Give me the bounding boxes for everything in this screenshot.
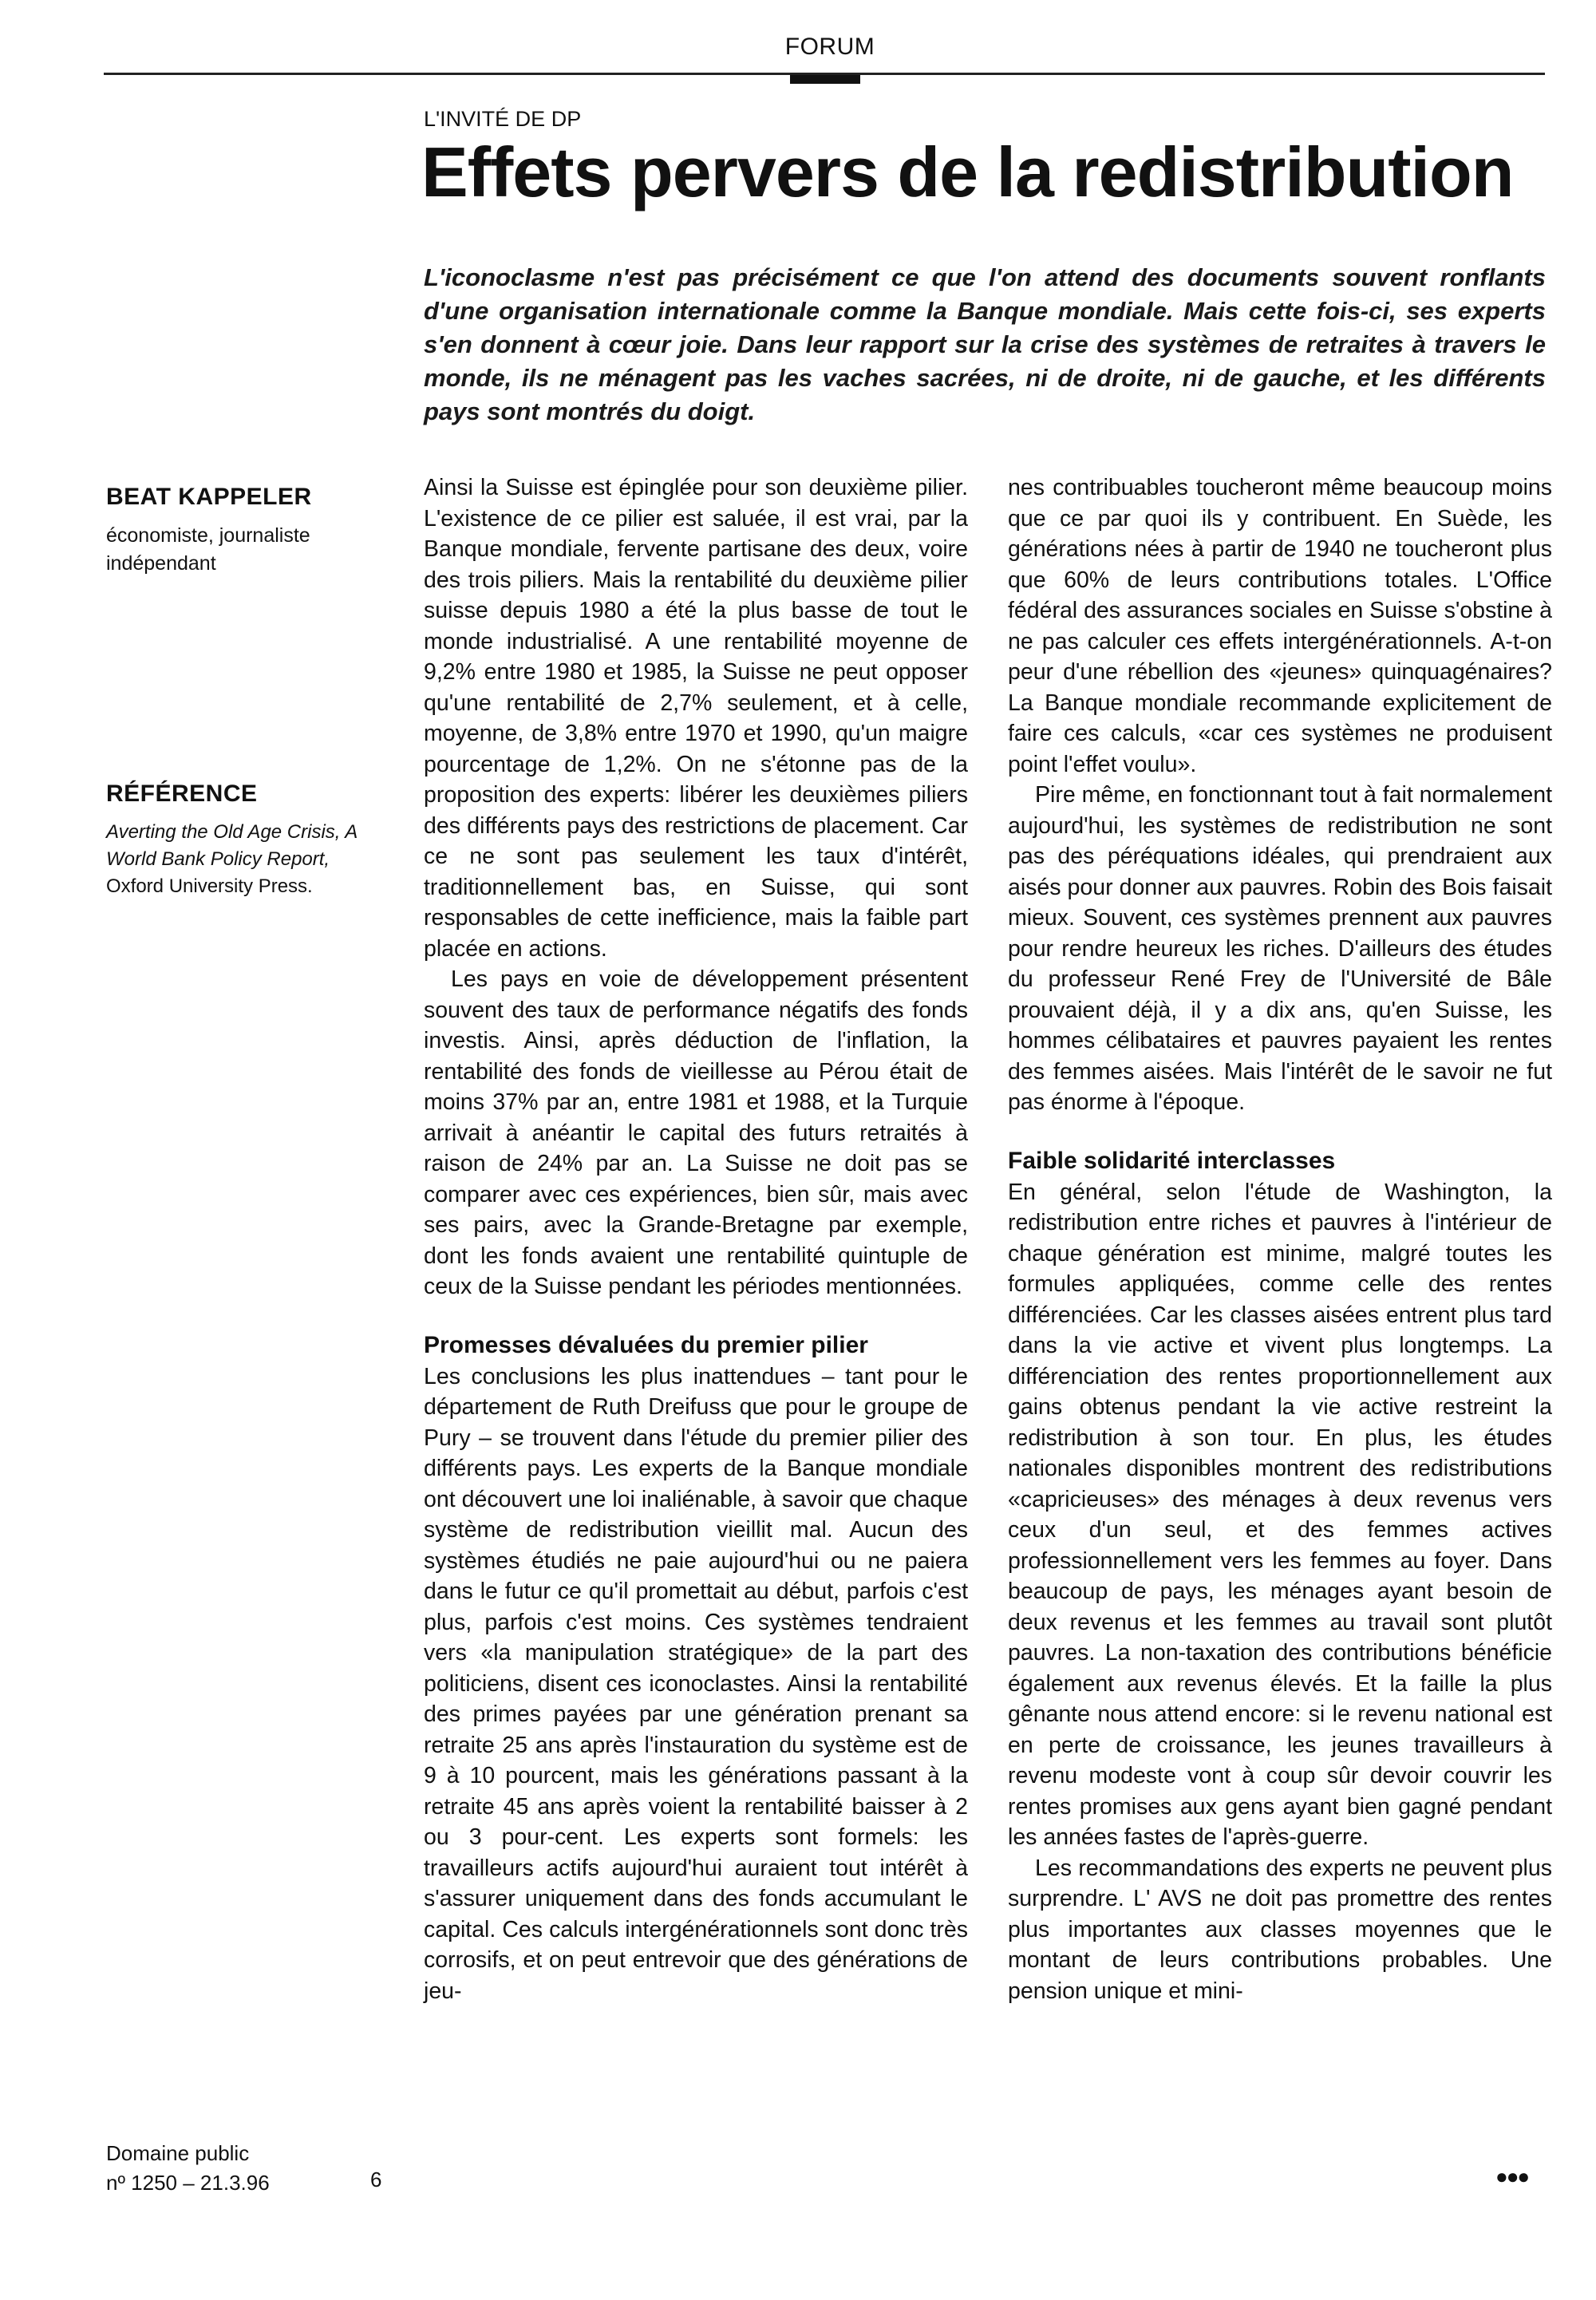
article-title: Effets pervers de la redistribution	[421, 132, 1514, 211]
issue-number: nº 1250 – 21.3.96	[106, 2171, 270, 2195]
paragraph: nes contribuables toucheront même beaucoup moins que ce par quoi ils y contribuent. En Suède, les générations nées à partir de 1940 ne toucheront plus que 60% de leurs contributions totales. L'Office fédéral des assurances sociales en Suisse s'obstine à ne pas calculer ces effets intergénérationnels. A-t-on peur d'une rébellion des «jeunes» quinquagénaires? La Banque mondiale recommande explicitement de faire ces calculs, «car ces systèmes ne produisent point l'effet voulu».	[1008, 475, 1552, 777]
article-column-1	[424, 472, 968, 2006]
reference-box	[106, 780, 377, 900]
page-number: 6	[370, 2168, 382, 2191]
article-lede: L'iconoclasme n'est pas précisément ce que l'on attend des documents souvent ronflants d'une organisation internationale comme la Banque mondiale. Mais cette fois-ci, ses experts s'en donnent à cœur joie. Dans leur rapport sur la crise des systèmes de retraites à travers le monde, ils ne ménagent pas les vaches sacrées, ni de droite, ni de gauche, et les différents pays sont montrés du doigt.	[424, 263, 1546, 425]
publication-name: Domaine public	[106, 2141, 250, 2165]
author-box	[106, 484, 377, 578]
section-marker-bar	[790, 75, 860, 84]
author-name: BEAT KAPPELER	[106, 484, 312, 510]
section-label: FORUM	[784, 34, 875, 60]
reference-title: Averting the Old Age Crisis, A World Bank Policy Report,	[106, 821, 358, 870]
reference-publisher: Oxford University Press.	[106, 875, 313, 897]
author-bio: économiste, journaliste indépendant	[106, 524, 310, 575]
continued-marker: ●●●	[1495, 2164, 1529, 2188]
paragraph: Les pays en voie de développement présentent souvent des taux de performance négatifs des fonds investis. Ainsi, après déduction de l'inflation, la rentabilité des fonds de vieillesse au Pérou était de moins 37% par an, entre 1981 et 1988, et la Turquie arrivait à anéantir le capital des futurs retraités à raison de 24% par an. La Suisse ne doit pas se comparer avec ces expériences, bien sûr, mais avec ses pairs, avec la Grande-Bretagne par exemple, dont les fonds avaient une rentabilité quintuple de ceux de la Suisse pendant les périodes mentionnées.	[424, 966, 968, 1299]
subheading: Promesses dévaluées du premier pilier	[424, 1331, 868, 1358]
reference-label: RÉFÉRENCE	[106, 780, 258, 807]
article-kicker: L'INVITÉ DE DP	[424, 107, 582, 131]
paragraph: Les recommandations des experts ne peuvent plus surprendre. L' AVS ne doit pas promettre des rentes plus importantes aux classes moyennes que le montant de leurs contributions probables. Une pension unique et mini-	[1008, 1855, 1552, 2004]
paragraph: Pire même, en fonctionnant tout à fait normalement aujourd'hui, les systèmes de redistribution ne sont pas des péréquations idéales, qui prendraient aux aisés pour donner aux pauvres. Robin des Bois faisait mieux. Souvent, ces systèmes prennent aux pauvres pour rendre heureux les riches. D'ailleurs des études du professeur René Frey de l'Université de Bâle prouvaient déjà, il y a dix ans, qu'en Suisse, les hommes célibataires et pauvres payaient les rentes des femmes aisées. Mais l'intérêt de le savoir ne fut pas énorme à l'époque.	[1008, 782, 1552, 1115]
paragraph: En général, selon l'étude de Washington, la redistribution entre riches et pauvres à l'intérieur de chaque génération est minime, malgré toutes les formules appliquées, comme celle des rentes différenciées. Car les classes aisées entrent plus tard dans la vie active et vivent plus longtemps. La différenciation des rentes proportionnellement aux gains obtenus pendant la vie active restreint la redistribution à son tour. En plus, les études nationales disponibles montrent des redistributions «capricieuses» des ménages à deux revenus vers ceux d'un seul, et des femmes actives professionnellement vers les femmes au foyer. Dans beaucoup de pays, les ménages ayant besoin de deux revenus et les femmes au travail sont plutôt pauvres. La non-taxation des contributions bénéficie également aux revenus élevés. Et la faille la plus gênante nous attend encore: si le revenu national est en perte de croissance, les jeunes travailleurs à revenu modeste vont à coup sûr devoir couvrir les rentes promises aux gens ayant bien gagné pendant les années fastes de l'après-guerre.	[1008, 1179, 1552, 1850]
footer-publication-info	[106, 2139, 270, 2198]
paragraph: Ainsi la Suisse est épinglée pour son deuxième pilier. L'existence de ce pilier est saluée, il est vrai, par la Banque mondiale, fervente partisane des deux, voire des trois piliers. Mais la rentabilité du deuxième pilier suisse depuis 1980 a été la plus basse de tout le monde industrialisé. A une rentabilité moyenne de 9,2% entre 1980 et 1985, la Suisse ne peut opposer qu'une rentabilité de 2,7% seulement, et à celle, moyenne, de 3,8% entre 1970 et 1990, qu'un maigre pourcentage de 1,2%. On ne s'étonne pas de la proposition des experts: libérer les deuxièmes piliers des différents pays des restrictions de placement. Car ce ne sont pas seulement les taux d'intérêt, traditionnellement bas, en Suisse, qui sont responsables de cette inefficience, mais la faible part placée en actions.	[424, 475, 968, 962]
paragraph: Les conclusions les plus inattendues – tant pour le département de Ruth Dreifuss que pour le groupe de Pury – se trouvent dans l'étude du premier pilier des différents pays. Les experts de la Banque mondiale ont découvert une loi inaliénable, à savoir que chaque système de redistribution vieillit mal. Aucun des systèmes étudiés ne paie aujourd'hui ou ne paiera dans le futur ce qu'il promettait au début, parfois c'est plus, parfois c'est moins. Ces systèmes tendraient vers «la manipulation stratégique» de la part des politiciens, disent ces iconoclastes. Ainsi la rentabilité des primes payées par une génération prenant sa retraite 25 ans après l'instauration du système est de 9 à 10 pourcent, mais les générations passant à la retraite 45 ans après voient la rentabilité baisser à 2 ou 3 pour-cent. Les experts sont formels: les travailleurs actifs aujourd'hui auraient tout intérêt à s'assurer uniquement dans des fonds accumulant le capital. Ces calculs intergénérationnels sont donc très corrosifs, et on peut entrevoir que des générations de jeu-	[424, 1363, 968, 2004]
subheading: Faible solidarité interclasses	[1008, 1147, 1336, 1174]
article-column-2	[1008, 472, 1552, 2006]
